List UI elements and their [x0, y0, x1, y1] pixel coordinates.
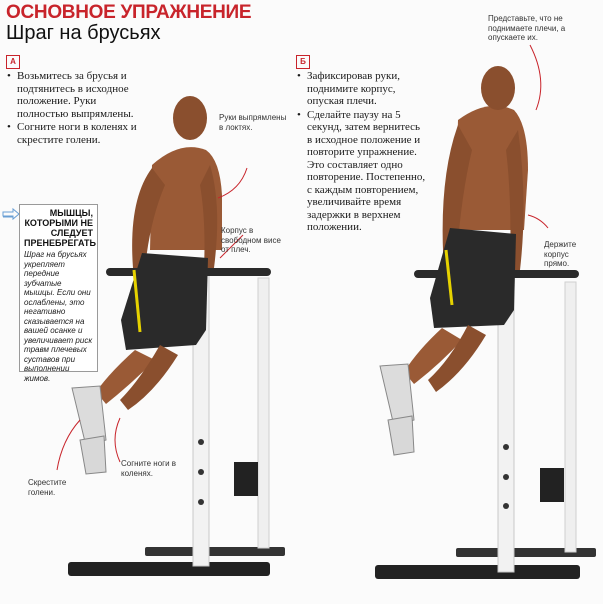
panel-b-note-body: Держите корпус прямо. — [544, 240, 577, 268]
panel-a-step-1: • Возьмитесь за брусья и подтянитесь в исходное положение. Руки полностью выпрямлены. — [6, 70, 144, 120]
panel-b-note-imagine: Представьте, что не поднимаете плечи, а опускаете их. — [488, 14, 566, 42]
panel-a-note-elbows: Руки выпрямлены в локтях. — [219, 113, 287, 132]
muscles-box-body: Шраг на брусьях укрепляет передние зубчатые мышцы. Если они ослаблены, это негативно сказывается на вашей осанке и увеличивает риск травм плечевых суставов при выполнении жимов. — [24, 250, 93, 383]
panel-a-note-knees: Согните ноги в коленях. — [121, 459, 177, 478]
muscles-box-heading: МЫШЦЫ, КОТОРЫМИ НЕ СЛЕДУЕТ ПРЕНЕБРЕГАТЬ — [24, 208, 97, 248]
section-title: ОСНОВНОЕ УПРАЖНЕНИЕ — [6, 2, 252, 23]
panel-b-step-2: • Сделайте паузу на 5 секунд, затем вернитесь в исходное положение и повторите упражнение. Это составляет одно повторение. Постепенно, с каждым повторением, увеличивайте время задержки в верхнем положении. — [296, 109, 426, 234]
panel-b-step-1: • Зафиксировав руки, поднимите корпус, опуская плечи. — [296, 70, 426, 108]
exercise-title: Шраг на брусьях — [6, 22, 161, 44]
panel-a-note-shins: Скрестите голени. — [28, 478, 67, 497]
panel-a-step-2: • Согните ноги в коленях и скрестите голени. — [6, 121, 144, 146]
panel-a-note-body: Корпус в свободном висе от плеч. — [221, 226, 281, 254]
panel-b-tag: Б — [296, 55, 310, 69]
panel-a-tag: А — [6, 55, 20, 69]
